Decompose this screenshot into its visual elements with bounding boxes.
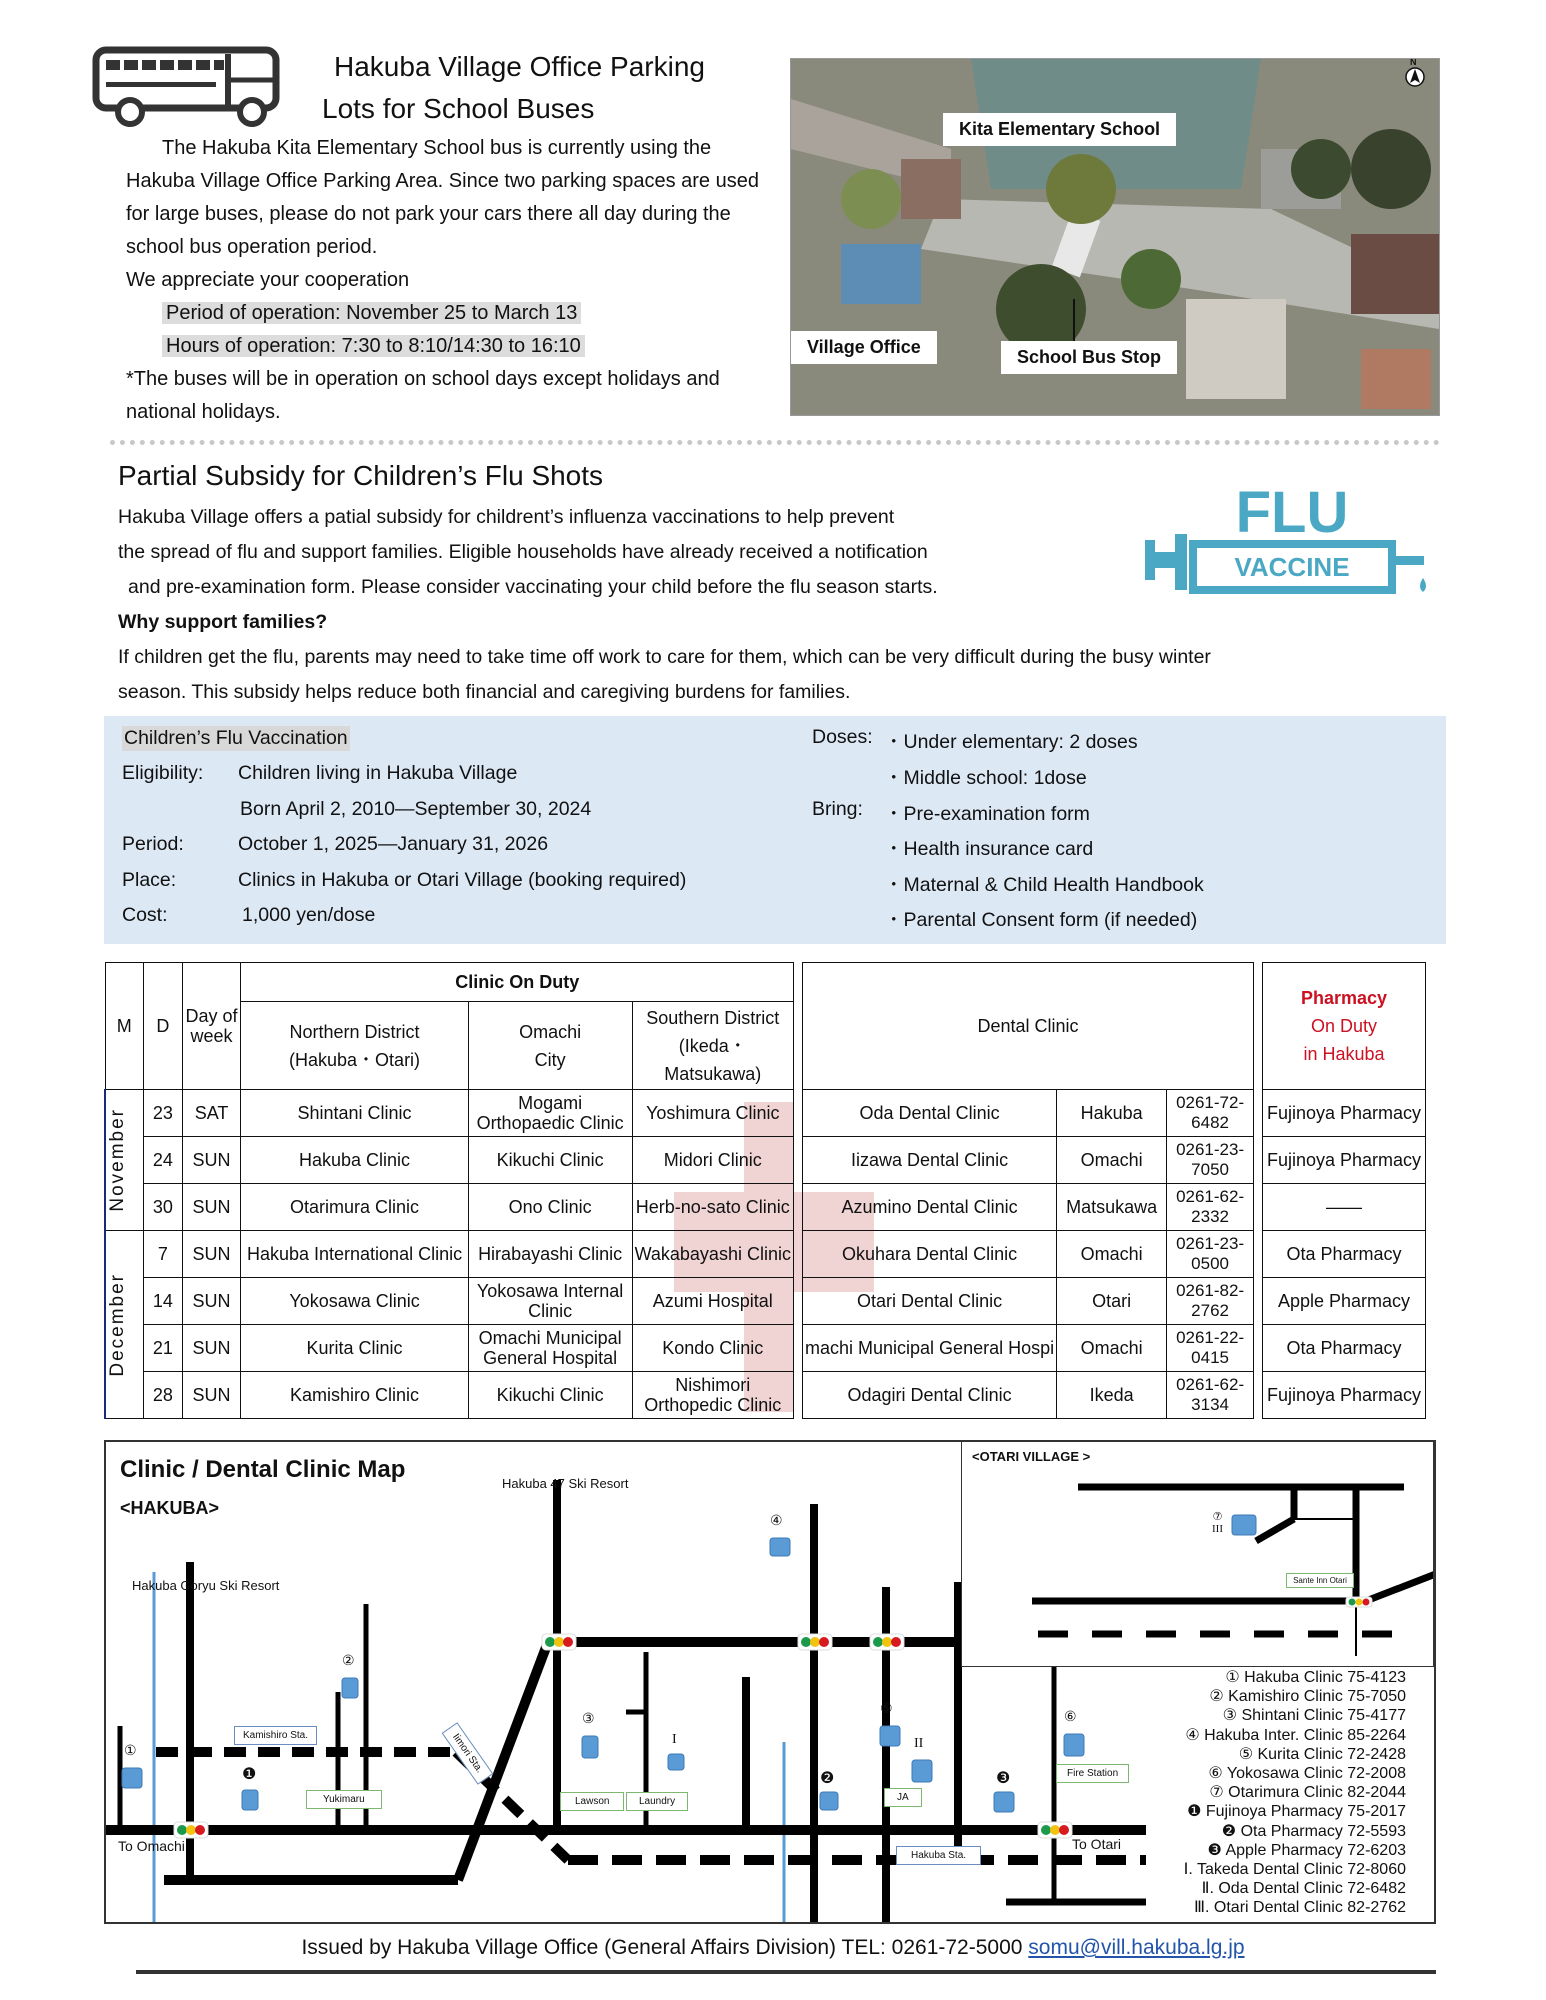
pharmacy-row xyxy=(1263,1278,1426,1325)
clinic-table xyxy=(104,962,794,1419)
northern-clinic-cell: Kamishiro Clinic xyxy=(241,1372,468,1419)
header-pharmacy xyxy=(1263,963,1426,1090)
legend-item: ⑥ Yokosawa Clinic 72-2008 xyxy=(1208,1765,1406,1783)
period-value: October 1, 2025—January 31, 2026 xyxy=(238,833,549,855)
label-yukimaru: Yukimaru xyxy=(306,1790,382,1809)
doses-label: Doses: xyxy=(812,726,873,748)
dental-phone-cell: 0261-23-0500 xyxy=(1167,1231,1254,1278)
northern-clinic-cell: Shintani Clinic xyxy=(241,1090,468,1137)
marker-7-number: ⑦ xyxy=(1212,1511,1223,1523)
cost-label: Cost: xyxy=(122,904,168,926)
legend-item: ❸ Apple Pharmacy 72-6203 xyxy=(1207,1841,1406,1859)
omachi-clinic-cell: Ono Clinic xyxy=(468,1184,632,1231)
map-hakuba-label: <HAKUBA> xyxy=(120,1498,220,1518)
marker-1: ① xyxy=(124,1742,137,1758)
dental-area-cell: Omachi xyxy=(1057,1231,1167,1278)
place-label: Place: xyxy=(122,869,177,891)
legend-item: Ⅲ. Otari Dental Clinic 82-2762 xyxy=(1193,1899,1406,1917)
pharmacy-cell: Fujinoya Pharmacy xyxy=(1263,1372,1426,1419)
legend-item: Ⅱ. Oda Dental Clinic 72-6482 xyxy=(1201,1880,1406,1898)
northern-clinic-cell: Kurita Clinic xyxy=(241,1325,468,1372)
dow-cell: SUN xyxy=(182,1231,241,1278)
pharmacy-cell: Ota Pharmacy xyxy=(1263,1231,1426,1278)
southern-clinic-cell: Kondo Clinic xyxy=(632,1325,793,1372)
label-to-omachi: To Omachi xyxy=(118,1838,185,1854)
flu-logo-bottom: VACCINE xyxy=(1234,552,1350,582)
label-goryu: Hakuba Goryu Ski Resort xyxy=(132,1578,280,1593)
eligibility-line1: Children living in Hakuba Village xyxy=(238,762,518,784)
header-d: D xyxy=(144,963,183,1090)
southern-clinic-cell: Midori Clinic xyxy=(632,1137,793,1184)
label-kamishiro-sta: Kamishiro Sta. xyxy=(234,1726,317,1745)
month-cell xyxy=(105,1231,144,1419)
marker-dental-1: I xyxy=(672,1732,677,1747)
pharmacy-row xyxy=(1263,1372,1426,1419)
header-omachi: Omachi City xyxy=(468,1002,632,1090)
dental-area-cell: Omachi xyxy=(1057,1137,1167,1184)
legend-item: ④ Hakuba Inter. Clinic 85-2264 xyxy=(1185,1726,1406,1744)
info-heading: Children’s Flu Vaccination xyxy=(124,727,348,749)
bus-operation-period: Period of operation: November 25 to March 13 xyxy=(162,302,581,324)
flu-intro-line: and pre-examination form. Please consider vaccinating your child before the flu season starts. xyxy=(128,576,938,598)
southern-clinic-cell: Yoshimura Clinic xyxy=(632,1090,793,1137)
dental-row xyxy=(803,1325,1254,1372)
clinic-map xyxy=(104,1440,1436,1924)
map-legend xyxy=(1184,1668,1406,1918)
dental-row xyxy=(803,1137,1254,1184)
pharmacy-cell: Ota Pharmacy xyxy=(1263,1325,1426,1372)
bus-operation-hours: Hours of operation: 7:30 to 8:10/14:30 to 16:10 xyxy=(162,335,585,357)
marker-pharmacy-3: ❸ xyxy=(996,1770,1011,1787)
clinic-row xyxy=(105,1090,794,1137)
traffic-light-icon xyxy=(542,1634,576,1650)
month-label: November xyxy=(107,1108,128,1212)
pharmacy-cell: Fujinoya Pharmacy xyxy=(1263,1090,1426,1137)
why-line: season. This subsidy helps reduce both financial and caregiving burdens for families. xyxy=(118,681,851,703)
day-cell: 23 xyxy=(144,1090,183,1137)
dental-clinic-cell: Azumino Dental Clinic xyxy=(803,1184,1057,1231)
dow-cell: SUN xyxy=(182,1372,241,1419)
dental-table xyxy=(802,962,1254,1419)
omachi-clinic-cell: Omachi Municipal General Hospital xyxy=(468,1325,632,1372)
aerial-label-bus-stop: School Bus Stop xyxy=(1001,341,1177,374)
otari-label: <OTARI VILLAGE > xyxy=(972,1449,1091,1464)
legend-item: ❷ Ota Pharmacy 72-5593 xyxy=(1221,1822,1406,1840)
day-cell: 14 xyxy=(144,1278,183,1325)
period-label: Period: xyxy=(122,833,184,855)
label-laundry: Laundry xyxy=(626,1792,688,1811)
pharmacy-row xyxy=(1263,1090,1426,1137)
bring-item: ・Pre-examination form xyxy=(884,803,1090,825)
traffic-light-icon xyxy=(174,1822,208,1838)
header-pharmacy-l3: in Hakuba xyxy=(1303,1044,1385,1064)
marker-7 xyxy=(1212,1511,1223,1535)
label-to-otari: To Otari xyxy=(1072,1836,1122,1852)
footer xyxy=(0,1936,1546,1960)
place-value: Clinics in Hakuba or Otari Village (booking required) xyxy=(238,869,687,891)
northern-clinic-cell: Otarimura Clinic xyxy=(241,1184,468,1231)
legend-item: ② Kamishiro Clinic 75-7050 xyxy=(1209,1688,1406,1706)
dental-area-cell: Omachi xyxy=(1057,1325,1167,1372)
header-m: M xyxy=(105,963,144,1090)
dow-cell: SUN xyxy=(182,1184,241,1231)
marker-pharmacy-1: ❶ xyxy=(242,1766,257,1783)
flu-intro-line: the spread of flu and support families. Eligible households have already received a notification xyxy=(118,541,928,563)
marker-5: ⑤ xyxy=(880,1700,893,1716)
pharmacy-row xyxy=(1263,1184,1426,1231)
dental-row xyxy=(803,1184,1254,1231)
pharmacy-row xyxy=(1263,1325,1426,1372)
dental-row xyxy=(803,1090,1254,1137)
legend-item: Ⅰ. Takeda Dental Clinic 72-8060 xyxy=(1183,1861,1406,1879)
dental-area-cell: Ikeda xyxy=(1057,1372,1167,1419)
legend-item: ❶ Fujinoya Pharmacy 75-2017 xyxy=(1187,1803,1406,1821)
aerial-photo xyxy=(790,58,1440,416)
dental-phone-cell: 0261-62-3134 xyxy=(1167,1372,1254,1419)
dow-cell: SUN xyxy=(182,1325,241,1372)
marker-2: ② xyxy=(342,1652,355,1668)
southern-clinic-cell: Wakabayashi Clinic xyxy=(632,1231,793,1278)
dow-cell: SUN xyxy=(182,1137,241,1184)
flu-intro-line: Hakuba Village offers a patial subsidy for childrent’s influenza vaccinations to help prevent xyxy=(118,506,895,528)
day-cell: 30 xyxy=(144,1184,183,1231)
dental-phone-cell: 0261-82-2762 xyxy=(1167,1278,1254,1325)
marker-3: ③ xyxy=(582,1710,595,1726)
dental-clinic-cell: Iizawa Dental Clinic xyxy=(803,1137,1057,1184)
clinic-row xyxy=(105,1325,794,1372)
marker-dental-2: II xyxy=(914,1736,924,1751)
bring-item: ・Parental Consent form (if needed) xyxy=(884,909,1198,931)
day-cell: 21 xyxy=(144,1325,183,1372)
pharmacy-table xyxy=(1262,962,1426,1419)
dental-row xyxy=(803,1231,1254,1278)
label-iimori-sta: Iimori Sta. xyxy=(442,1722,494,1785)
pharmacy-cell: Fujinoya Pharmacy xyxy=(1263,1137,1426,1184)
dental-phone-cell: 0261-22-0415 xyxy=(1167,1325,1254,1372)
footer-email-link[interactable]: somu@vill.hakuba.lg.jp xyxy=(1028,1936,1245,1959)
dental-area-cell: Matsukawa xyxy=(1057,1184,1167,1231)
day-cell: 7 xyxy=(144,1231,183,1278)
label-fire-station: Fire Station xyxy=(1056,1764,1129,1783)
marker-4: ④ xyxy=(770,1512,783,1528)
section-divider xyxy=(110,440,1440,445)
dental-clinic-cell: Odagiri Dental Clinic xyxy=(803,1372,1057,1419)
marker-dental-3: III xyxy=(1212,1523,1223,1535)
why-heading: Why support families? xyxy=(118,611,328,633)
flu-section-title: Partial Subsidy for Children’s Flu Shots xyxy=(118,460,604,491)
bring-item: ・Health insurance card xyxy=(884,838,1094,860)
header-dow: Day of week xyxy=(182,963,241,1090)
dental-area-cell: Hakuba xyxy=(1057,1090,1167,1137)
flu-logo-top: FLU xyxy=(1235,480,1349,545)
omachi-clinic-cell: Mogami Orthopaedic Clinic xyxy=(468,1090,632,1137)
dental-clinic-cell: Okuhara Dental Clinic xyxy=(803,1231,1057,1278)
bring-label: Bring: xyxy=(812,798,863,820)
header-dental: Dental Clinic xyxy=(803,963,1254,1090)
traffic-light-icon xyxy=(1346,1597,1372,1607)
bring-item: ・Maternal & Child Health Handbook xyxy=(884,874,1204,896)
dow-cell: SAT xyxy=(182,1090,241,1137)
clinic-row xyxy=(105,1231,794,1278)
otari-road-map xyxy=(962,1441,1433,1666)
eligibility-line2: Born April 2, 2010—September 30, 2024 xyxy=(240,798,592,820)
clinic-row xyxy=(105,1184,794,1231)
pharmacy-row xyxy=(1263,1231,1426,1278)
header-clinic-on-duty: Clinic On Duty xyxy=(241,963,794,1002)
northern-clinic-cell: Hakuba International Clinic xyxy=(241,1231,468,1278)
legend-item: ③ Shintani Clinic 75-4177 xyxy=(1222,1707,1406,1725)
pharmacy-cell: —— xyxy=(1263,1184,1426,1231)
dental-row xyxy=(803,1372,1254,1419)
pharmacy-cell: Apple Pharmacy xyxy=(1263,1278,1426,1325)
bus-notice-note: *The buses will be in operation on school days except holidays and national holidays. xyxy=(126,368,720,423)
clinic-row xyxy=(105,1137,794,1184)
vaccination-info-box xyxy=(104,716,1446,944)
flu-vaccine-logo xyxy=(1145,478,1435,603)
cost-value: 1,000 yen/dose xyxy=(242,904,376,926)
header-pharmacy-l2: On Duty xyxy=(1310,1016,1378,1036)
day-cell: 24 xyxy=(144,1137,183,1184)
school-bus-icon xyxy=(92,46,288,128)
footer-rule xyxy=(136,1970,1436,1974)
pharmacy-row xyxy=(1263,1137,1426,1184)
dental-row xyxy=(803,1278,1254,1325)
label-sante-inn: Sante Inn Otari xyxy=(1286,1573,1354,1588)
marker-6: ⑥ xyxy=(1064,1708,1077,1724)
traffic-light-icon xyxy=(798,1634,832,1650)
bus-notice-title-line2: Lots for School Buses xyxy=(322,93,595,124)
label-ja: JA xyxy=(884,1788,922,1807)
northern-clinic-cell: Yokosawa Clinic xyxy=(241,1278,468,1325)
month-cell xyxy=(105,1090,144,1231)
northern-clinic-cell: Hakuba Clinic xyxy=(241,1137,468,1184)
aerial-label-office: Village Office xyxy=(791,331,937,364)
clinic-row xyxy=(105,1372,794,1419)
doses-item: ・Under elementary: 2 doses xyxy=(884,731,1138,753)
dental-phone-cell: 0261-72-6482 xyxy=(1167,1090,1254,1137)
legend-item: ① Hakuba Clinic 75-4123 xyxy=(1225,1669,1406,1686)
day-cell: 28 xyxy=(144,1372,183,1419)
traffic-light-icon xyxy=(1038,1822,1072,1838)
aerial-label-school: Kita Elementary School xyxy=(943,113,1176,146)
dental-clinic-cell: Otari Dental Clinic xyxy=(803,1278,1057,1325)
southern-clinic-cell: Herb-no-sato Clinic xyxy=(632,1184,793,1231)
southern-clinic-cell: Azumi Hospital xyxy=(632,1278,793,1325)
traffic-light-icon xyxy=(870,1634,904,1650)
label-hakuba-sta: Hakuba Sta. xyxy=(896,1846,981,1865)
dental-phone-cell: 0261-23-7050 xyxy=(1167,1137,1254,1184)
legend-item: ⑦ Otarimura Clinic 82-2044 xyxy=(1209,1784,1406,1802)
eligibility-label: Eligibility: xyxy=(122,762,204,784)
omachi-clinic-cell: Hirabayashi Clinic xyxy=(468,1231,632,1278)
doses-item: ・Middle school: 1dose xyxy=(884,767,1087,789)
dental-area-cell: Otari xyxy=(1057,1278,1167,1325)
map-title: Clinic / Dental Clinic Map xyxy=(120,1456,406,1483)
clinic-row xyxy=(105,1278,794,1325)
footer-text: Issued by Hakuba Village Office (General Affairs Division) TEL: 0261-72-5000 xyxy=(301,1936,1029,1959)
bus-notice-title-line1: Hakuba Village Office Parking xyxy=(334,51,705,82)
omachi-clinic-cell: Kikuchi Clinic xyxy=(468,1372,632,1419)
dow-cell: SUN xyxy=(182,1278,241,1325)
bus-notice-paragraph: The Hakuba Kita Elementary School bus is currently using the Hakuba Village Office Parking Area. Since two parking spaces are used for large buses, please do not park your cars there all day during the school bus operation period. xyxy=(126,137,759,258)
header-pharmacy-l1: Pharmacy xyxy=(1300,988,1388,1008)
why-line: If children get the flu, parents may need to take time off work to care for them, which can be very difficult during the busy winter xyxy=(118,646,1211,668)
bus-notice-appreciation: We appreciate your cooperation xyxy=(126,269,410,291)
omachi-clinic-cell: Yokosawa Internal Clinic xyxy=(468,1278,632,1325)
marker-pharmacy-2: ❷ xyxy=(820,1770,835,1787)
dental-phone-cell: 0261-62-2332 xyxy=(1167,1184,1254,1231)
omachi-clinic-cell: Kikuchi Clinic xyxy=(468,1137,632,1184)
header-northern: Northern District (Hakuba・Otari) xyxy=(241,1002,468,1090)
legend-item: ⑤ Kurita Clinic 72-2428 xyxy=(1238,1745,1406,1763)
southern-clinic-cell: Nishimori Orthopedic Clinic xyxy=(632,1372,793,1419)
label-lawson: Lawson xyxy=(560,1792,624,1811)
otari-inset-map xyxy=(961,1440,1434,1667)
north-label: N xyxy=(1410,58,1417,67)
header-southern: Southern District (Ikeda・ Matsukawa) xyxy=(632,1002,793,1090)
dental-clinic-cell: Oda Dental Clinic xyxy=(803,1090,1057,1137)
bus-notice-body xyxy=(126,132,766,429)
month-label: December xyxy=(107,1272,128,1377)
dental-clinic-cell: machi Municipal General Hospi xyxy=(803,1325,1057,1372)
label-hakuba47: Hakuba 47 Ski Resort xyxy=(502,1476,629,1491)
